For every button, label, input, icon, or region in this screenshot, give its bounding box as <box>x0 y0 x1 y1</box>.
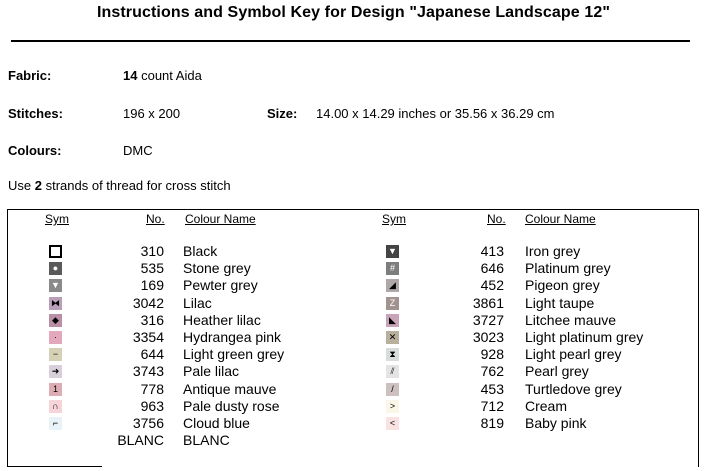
down-triangle-icon: ▼ <box>386 245 399 258</box>
dmc-number: 712 <box>480 398 504 414</box>
dmc-number: 762 <box>480 363 504 379</box>
wedge-icon: ◢ <box>386 279 399 292</box>
dash-icon: − <box>49 348 62 361</box>
colour-name: Pigeon grey <box>525 277 600 293</box>
one-icon: 1 <box>49 383 62 396</box>
colour-name: Pale lilac <box>183 363 240 379</box>
dmc-number: 3743 <box>132 363 164 379</box>
blank-icon <box>49 434 62 447</box>
instruction-post: strands of thread for cross stitch <box>45 178 231 193</box>
colours-value: DMC <box>123 143 153 158</box>
colour-name: Antique mauve <box>183 381 277 397</box>
fabric-value <box>123 68 202 83</box>
colour-name: Pearl grey <box>525 363 589 379</box>
colour-name: Light platinum grey <box>525 329 644 345</box>
dmc-number: 413 <box>480 243 504 259</box>
fabric-type: count Aida <box>141 68 202 83</box>
chevron-left-icon: < <box>386 417 399 430</box>
header-no-left: No. <box>146 212 165 226</box>
chevron-right-icon: > <box>386 400 399 413</box>
hourglass-icon: ⧗ <box>386 348 399 361</box>
dmc-number: 452 <box>480 277 504 293</box>
colour-name: Turtledove grey <box>525 381 622 397</box>
dmc-number: 3861 <box>472 295 504 311</box>
dmc-number: 316 <box>140 312 164 328</box>
colour-name: Litchee mauve <box>525 312 617 328</box>
table-bottom-edge <box>7 466 102 467</box>
colour-name: BLANC <box>183 432 230 448</box>
header-sym-right: Sym <box>382 212 406 226</box>
colour-name: Light taupe <box>525 295 595 311</box>
dmc-number: 453 <box>480 381 504 397</box>
dmc-number: 3727 <box>472 312 504 328</box>
bowtie-icon: ⧓ <box>51 298 60 308</box>
arch-icon: ∩ <box>49 400 62 413</box>
slash-icon: / <box>386 383 399 396</box>
page-title: Instructions and Symbol Key for Design "Japanese Landscape 12" <box>96 4 611 21</box>
title-underline <box>11 40 690 42</box>
size-label: Size: <box>267 106 298 121</box>
colour-name: Heather lilac <box>183 312 261 328</box>
hash-icon: # <box>386 262 399 275</box>
double-slash-icon: ⫽ <box>386 365 399 378</box>
colour-name: Pale dusty rose <box>183 398 280 414</box>
dmc-number: 963 <box>140 398 164 414</box>
size-value: 14.00 x 14.29 inches or 35.56 x 36.29 cm <box>316 106 555 121</box>
colour-name: Light green grey <box>183 346 285 362</box>
header-no-right: No. <box>487 212 506 226</box>
colour-name: Pewter grey <box>183 277 258 293</box>
colour-name: Lilac <box>183 295 212 311</box>
dmc-number: 169 <box>140 277 164 293</box>
arrow-icon: ➜ <box>49 365 62 378</box>
corner-icon: ⌐ <box>49 417 62 430</box>
colour-name: Baby pink <box>525 415 587 431</box>
dmc-number: 3042 <box>132 295 164 311</box>
strand-instruction <box>8 178 231 193</box>
fabric-count: 14 <box>123 68 138 83</box>
dot-icon: · <box>49 331 62 344</box>
strand-count: 2 <box>34 178 42 193</box>
colour-name: Hydrangea pink <box>183 329 282 345</box>
dmc-number: 819 <box>480 415 504 431</box>
colour-name: Platinum grey <box>525 260 611 276</box>
dmc-number: 3756 <box>132 415 164 431</box>
down-triangle-icon: ▼ <box>49 279 62 292</box>
colour-name: Light pearl grey <box>525 346 622 362</box>
empty-square-icon <box>49 245 62 258</box>
dmc-number: 3354 <box>132 329 164 345</box>
cross-icon: ✕ <box>386 331 399 344</box>
dmc-number: 778 <box>140 381 164 397</box>
colour-name: Stone grey <box>183 260 251 276</box>
fabric-label: Fabric: <box>8 68 52 83</box>
z-icon: Z <box>386 297 399 310</box>
dmc-number: 3023 <box>472 329 504 345</box>
circle-icon: ● <box>49 262 62 275</box>
diamond-icon: ◆ <box>49 314 62 327</box>
stitches-label: Stitches: <box>8 106 63 121</box>
dmc-number: BLANC <box>117 432 164 448</box>
header-colour-name-left: Colour Name <box>185 212 256 226</box>
dmc-number: 310 <box>140 243 164 259</box>
dmc-number: 646 <box>480 260 504 276</box>
header-sym-left: Sym <box>45 212 69 226</box>
dmc-number: 928 <box>480 346 504 362</box>
colour-name: Black <box>183 243 218 259</box>
colour-name: Cloud blue <box>183 415 250 431</box>
corner-triangle-icon: ◣ <box>386 314 399 327</box>
stitches-value: 196 x 200 <box>123 106 181 121</box>
dmc-number: 644 <box>140 346 164 362</box>
colours-label: Colours: <box>8 143 62 158</box>
colour-name: Iron grey <box>525 243 581 259</box>
dmc-number: 535 <box>140 260 164 276</box>
colour-name: Cream <box>525 398 568 414</box>
header-colour-name-right: Colour Name <box>525 212 596 226</box>
instruction-pre: Use <box>8 178 32 193</box>
